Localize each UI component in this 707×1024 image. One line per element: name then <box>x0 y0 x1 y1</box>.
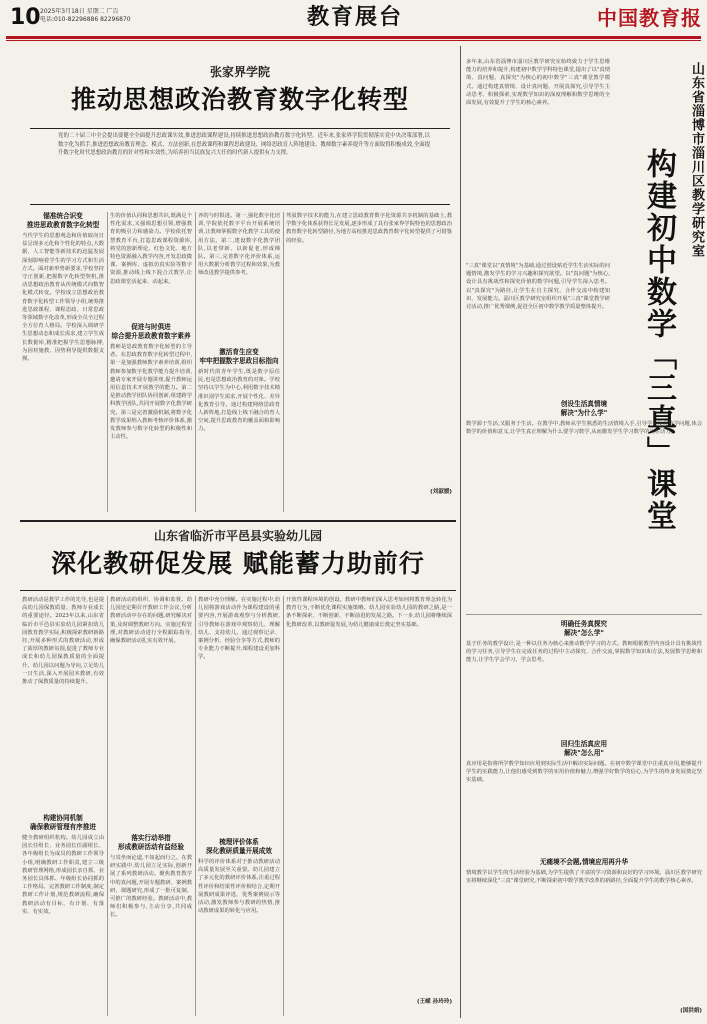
article2-col-4 <box>286 596 452 1016</box>
article2-text-3: 教研活动的组织、协调和监督。幼儿园还定期召开教研工作会议,分析教研活动中存在的问题,研究解决对策,及时调整教研方向。实施过程管理,对教研活动进行全程跟踪指导,确保教研活动扎实有效开展。 <box>110 597 192 645</box>
article1-col-3 <box>198 212 280 510</box>
header-rule-thin <box>6 40 701 41</box>
column-divider <box>195 596 196 1016</box>
article2-col-3 <box>198 596 280 1016</box>
article3-text-4: 真应用是指将所学数学知识应用到实际生活中解决实际问题。在初中数学课堂中注重真应用,能够提升学生的实践能力,让他们感受到数学的实用价值和魅力,增强学好数学的信心,为学生的终身发展奠定坚实基础。 <box>466 761 702 784</box>
article3-title: 构建初中数学「三真」课堂 <box>641 148 676 532</box>
column-divider <box>107 596 108 1016</box>
article1-text-1: 当代学生的思想观念和价值取向日益呈现多元化和个性化的特点,大数据、人工智能等新技术的迅猛发展深刻影响着学生的学习方式和生活方式。面对新形势新要求,学校坚持守正创新,把握数字化转型契机,推动思想政治教育从传统模式向数智化模式转变。学校成立思想政治教育数字化转型工作领导小组,统筹推进思政课程、课程思政、日常思政等领域数字化改革,形成全员全过程全方位育人格局。学校深入调研学生思想动态和成长需求,建立学生成长数据库,精准把握学生思想脉搏,为因材施教、因势利导提供数据支撑。 <box>22 233 104 363</box>
article3-heading-1: 创设生活真情境 解决"为什么学" <box>560 400 608 417</box>
article1-text-3: 教师是思政教育数字化转型的主导者。在思政教育数字化转型过程中,第一是加强教师数字素养培训,组织教师参加数字化教学能力提升培训,邀请专家开展专题讲座,提升教师运用信息技术开展教学的能力。第二是推动教学团队协同创新,组建跨学科教学团队,共同开展数字化教学研究。第三是完善激励机制,将数字化教学成果纳入教师考核评价体系,激发教师参与数字化转型的积极性和主动性。 <box>110 344 192 441</box>
article2-text-7: 开放性课程环境的创设。教研中教师们深入思考如何将教育理念转化为教育行为,不断优化课程实施策略。幼儿园实验幼儿园的教研之路,是一条不断探索、不断创新、不断前进的发展之路。下一步,幼儿园将继续深化教研改革,以教研促发展,为幼儿健康成长奠定坚实基础。 <box>286 597 452 628</box>
contact-line: 电话:010-82296886 82296870 <box>40 16 131 23</box>
article2-col-1 <box>22 596 104 1016</box>
article2-title: 深化教研促发展 赋能蓄力助前行 <box>51 549 425 578</box>
article2-heading-1: 构建协同机制 确保教研管理有序推进 <box>30 814 96 831</box>
article3-text-3: 基于任务的教学设计,是一种以任务为核心来推动数学学习的方式。教师根据教学内容设计具有挑战性的学习任务,引导学生在完成任务的过程中主动探究、合作交流,掌握数学知识和方法,发展数学思维和能力,让学生学会学习、学会思考。 <box>466 641 702 664</box>
header-rule <box>6 36 701 39</box>
article1-heading-3: 激活育生应变 牢牢把握数字思政目标指向 <box>199 348 279 365</box>
article1-rule <box>30 128 450 129</box>
article2-kicker: 山东省临沂市平邑县实验幼儿园 <box>153 529 322 543</box>
article2-text-2: 健全教研组织机构。幼儿园成立由园长任组长、业务园长任副组长、各年级组长为成员的教研工作领导小组,明确教研工作职责,建立三级教研管理网络,形成园长亲自抓、业务园长具体抓、年级组长协同抓的工作格局。完善教研工作制度,制定教研工作计划,规范教研流程,确保教研活动有目标、有计划、有落实、有实效。 <box>22 835 104 915</box>
article3-heading-4: 无痛境不会题,情境应用再升华 <box>539 858 629 866</box>
article1-heading-2: 促进与时俱进 综合提升思政教育数字素养 <box>111 323 191 340</box>
article1-kicker: 张家界学院 <box>209 65 270 79</box>
article3-block-4 <box>466 740 702 850</box>
article2-byline: (王嵘 孙玲玲) <box>416 999 452 1005</box>
article1-col-1 <box>22 212 104 510</box>
article2-text-6: 科学的评价体系对于推动教研活动高质量发展至关重要。幼儿园建立了多元化的教研评价体系,注重过程性评价和结果性评价相结合,定期开展教研成果评选、优秀案例展示等活动,激发教师参与教研的热情,推动教研成果的转化与应用。 <box>198 859 280 915</box>
article3-byline: (国洪娟) <box>680 1008 702 1014</box>
article3-block-3 <box>466 620 702 730</box>
article2-text-4: 与其坐而论道,不如起而行之。在教研实践中,幼儿园立足实际,创新开展了系列教研活动。聚焦教育教学中的真问题,开展专题教研、案例教研、课题研究,形成了一批可复制、可推广的教研经验。教研活动中,教师们积极参与,主动分享,共同成长。 <box>110 855 192 919</box>
article3-intro: 多年来,山东省淄博市淄川区教学研究室始终致力于学生思维能力的培养和提升,构建初中数学学科特色课堂,提出了以"真情境、真问题、真探究"为核心的初中数学"三真"课堂教学模式。通过构建真情境、设计真问题、开展真探究,引导学生主动思考、积极探索,实现数学知识的深度理解和数学思维的全面发展,有效提升了学生的核心素养。 <box>466 59 610 107</box>
article1-text-4: 养的与时俱进。第一,强化数字化培训,学院依托数字平台开展系统培训,让教师掌握数字化教学工具的使用方法。第二,建设数字化教学团队,以老带新、以新促老,形成梯队。第三,完善数字化评价体系,运用大数据分析教学过程和效果,为教师改进教学提供参考。 <box>198 213 280 277</box>
article1-text-2: 生的价值认同和思想共识,既满足个性化需求,又强调思想引领,增强教育的吸引力和感染力。学校依托智慧教育平台,打造思政课程资源库,将党的创新理论、红色文化、地方特色资源融入教学内容,开发思政微课、案例库、虚拟仿真实验等数字资源,推动线上线下混合式教学,让思政课堂活起来、动起来。 <box>110 213 192 285</box>
article3-block-2 <box>466 400 702 612</box>
issue-meta <box>40 8 131 24</box>
article2-text-5: 教研中充分理解。在实施过程中,幼儿园将游戏活动作为课程建设的重要内容,开展游戏观察与分析教研,引导教师在游戏中观察幼儿、理解幼儿、支持幼儿。通过观察记录、案例分析、经验分享等方式,教师的专业能力不断提升,课程建设更加科学。 <box>198 597 280 661</box>
article3-text-5: 情境教学以学生的生活经验为基础,为学生提供了丰富的学习资源和良好的学习环境。淄川区教学研究室将继续深化"三真"课堂研究,不断探索初中数学教学改革的新路径,全面提升学生的数学核心素养。 <box>466 870 702 885</box>
article3-block-5 <box>466 858 702 1018</box>
article2-heading-3: 梳理评价体系 深化教研质量开展成效 <box>206 838 272 855</box>
article2-heading-2: 落实行动举措 形成教研活动有益经验 <box>118 834 184 851</box>
article1-intro: 党的二十届三中全会提出要健全全面提升思政课实效,推进思政课程建设,持续推进思想政治教育数字化转型。近年来,张家界学院贯彻落实党中央决策部署,以数字化为抓手,推进思想政治教育理念、模式、方法创新,在思政课程和课程思政建设、网络思政育人阵地建设、教师数字素养提升等方面取得积极成效,全面提升数字化时代思想政治教育的针对性和实效性,为培养担当民族复兴大任的时代新人提供有力支撑。 <box>58 133 430 157</box>
article3-kicker: 山东省淄博市淄川区教学研究室 <box>689 62 704 258</box>
article1-col-2 <box>110 212 192 510</box>
date-line: 2025年3月18日 星期二 广告 <box>40 8 119 15</box>
article1-rule-bottom <box>30 204 450 205</box>
column-divider <box>195 212 196 512</box>
page-number: 10 <box>10 5 41 30</box>
article-separator <box>20 520 456 522</box>
article2-text-1: 教研活动是教学工作的先导,也是提高幼儿园保教质量、教师专业成长的重要途径。2023年以来,山东省临沂市平邑县实验幼儿园紧扣幼儿园教育教学实际,积极探索教研新路径,开展多种形式的教研活动,形成了浓厚的教研氛围,促进了教师专业成长和幼儿园保教质量的全面提升。幼儿园以问题为导向,立足幼儿一日生活,深入开展园本教研,有效推动了保教质量的持续提升。 <box>22 597 104 686</box>
article1-col-4 <box>286 212 452 510</box>
article3-text-1: "三真"课堂以"真情境"为基础,通过创设贴近学生生活实际的问题情境,激发学生的学习兴趣和探究欲望。以"真问题"为核心,设计具有挑战性和探究价值的数学问题,引导学生深入思考。以"真探究"为路径,让学生在自主探究、合作交流中构建知识、发展能力。淄川区教学研究室组织开展"三真"课堂教学研讨活动,推广优秀课例,促进全区初中数学教学质量整体提升。 <box>466 263 610 311</box>
article3-rule <box>466 614 702 615</box>
article2-col-2 <box>110 596 192 1016</box>
half-divider <box>460 46 461 1018</box>
article3-text-2: 数学源于生活,又服务于生活。在教学中,教师从学生熟悉的生活情境入手,引导学生发现数学问题,体会数学的价值和意义,让学生真正理解为什么要学习数学,从而激发学生学习数学的内在动力。 <box>466 421 702 436</box>
column-divider <box>283 212 284 512</box>
column-divider <box>107 212 108 512</box>
article3-heading-2: 明确任务真探究 解决"怎么学" <box>560 620 608 637</box>
article1-heading-1: 锚准统合识变 推进思政教育数字化转型 <box>26 212 100 229</box>
article3-intro-block <box>466 58 610 258</box>
article3-block-1 <box>466 262 610 394</box>
masthead: 中国教育报 <box>597 6 702 30</box>
article1-text-5: 新时代的青年学生,既是数字原住民,也是思想政治教育的对象。学校坚持以学生为中心,利用数字技术精准识别学生需求,开展个性化、差异化教育引导。通过构建网络思政育人新阵地,打造线上线下融合的育人空间,提升思政教育的覆盖面和影响力。 <box>198 369 280 433</box>
article1-text-6: 驾驭数字技术的能力,在建立思政教育数字化资源共享机制的基础上,教学数字化体系获得长足发展,逐步形成了具有张家界学院特色的思想政治教育数字化转型路径,为地方高校推进思政教育数字化转型提供了可借鉴的经验。 <box>286 213 452 244</box>
section-name: 教育展台 <box>306 5 403 30</box>
article1-byline: (刘淑媛) <box>430 489 452 495</box>
article1-title: 推动思想政治教育数字化转型 <box>70 85 409 114</box>
column-divider <box>283 596 284 1016</box>
article2-rule <box>20 590 456 591</box>
article3-heading-3: 回归生活真应用 解决"怎么用" <box>560 740 608 757</box>
